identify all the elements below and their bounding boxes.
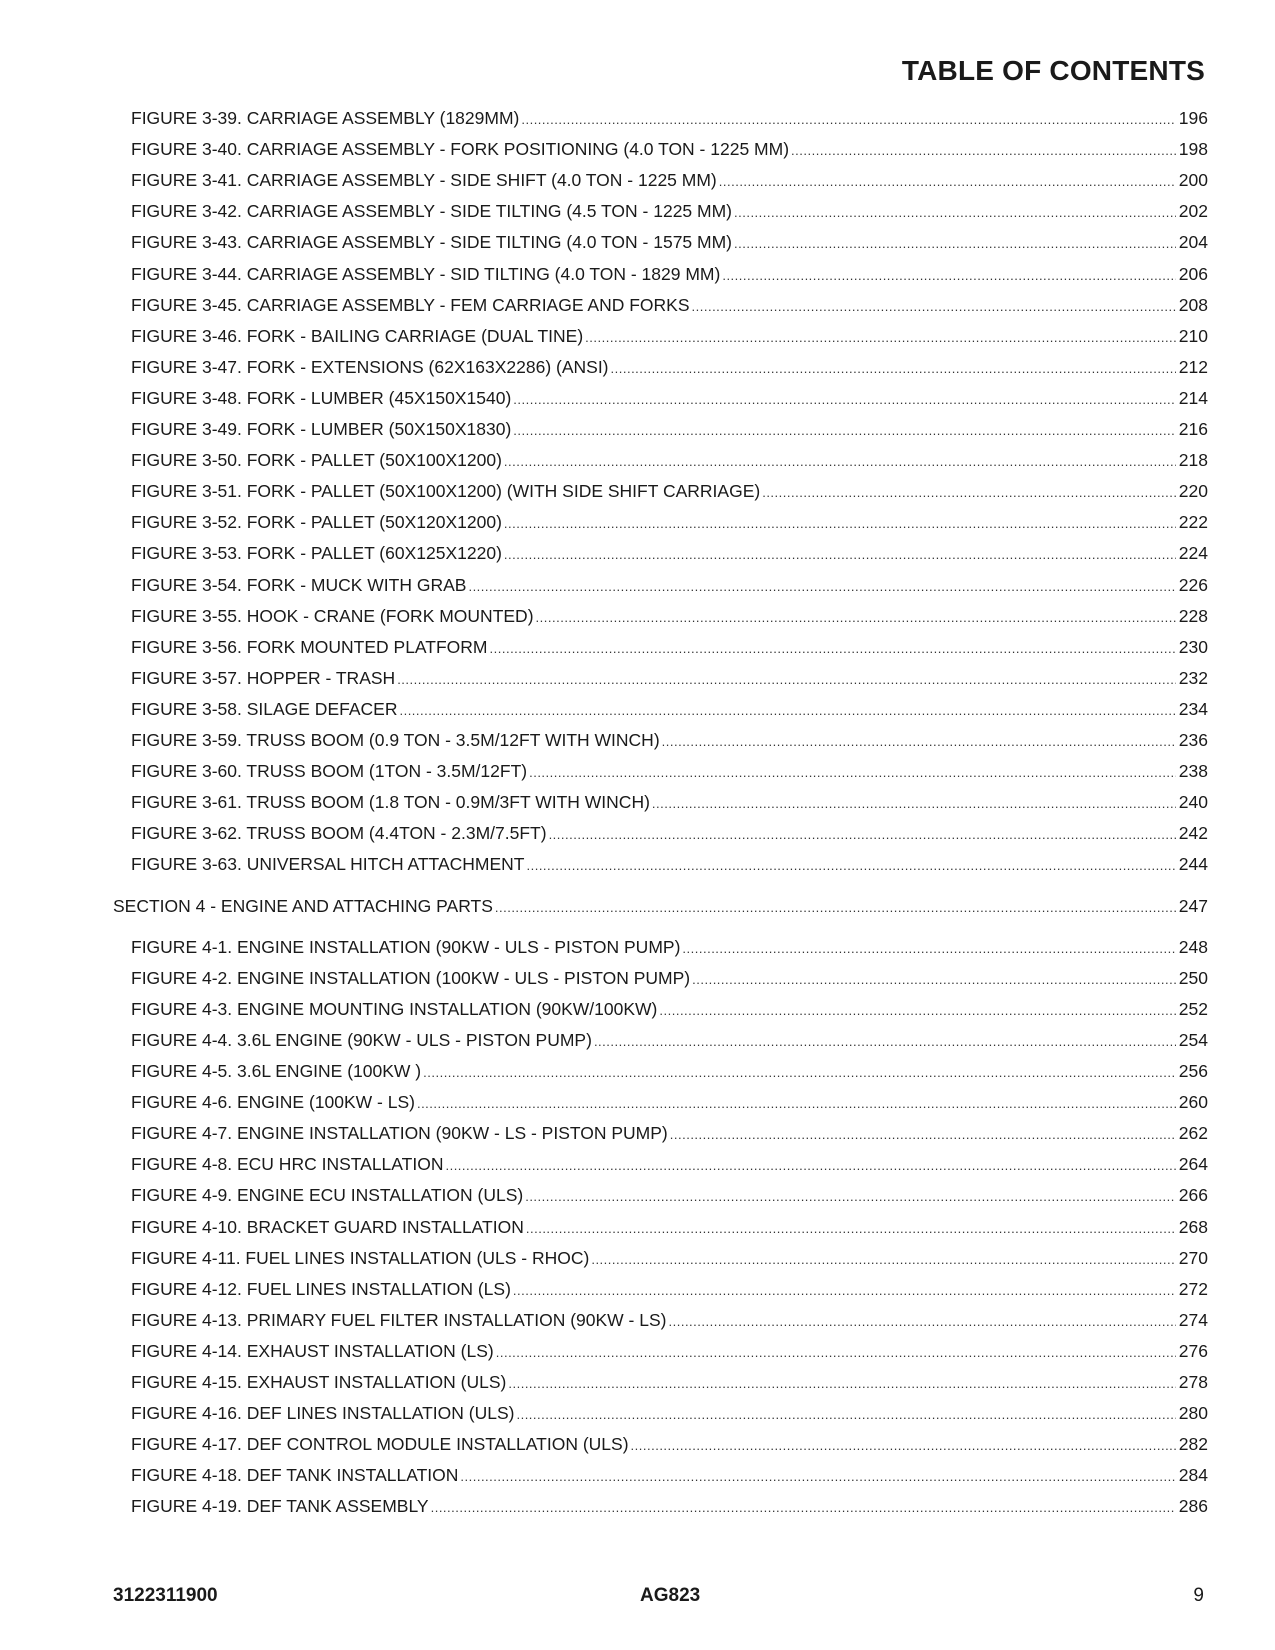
toc-entry-label: FIGURE 3-61. TRUSS BOOM (1.8 TON - 0.9M/3FT WITH WINCH) <box>131 792 650 813</box>
toc-figure-entry[interactable] <box>131 387 1208 409</box>
dot-leader <box>682 938 1175 958</box>
toc-entry-page: 266 <box>1178 1185 1208 1206</box>
dot-leader <box>526 1218 1176 1238</box>
toc-entry-label: FIGURE 4-15. EXHAUST INSTALLATION (ULS) <box>131 1372 507 1392</box>
toc-entry-page: 250 <box>1178 967 1208 988</box>
toc-figure-entry[interactable] <box>131 1029 1208 1051</box>
toc-entry-label: FIGURE 3-48. FORK - LUMBER (45X150X1540) <box>131 387 512 408</box>
toc-figure-entry[interactable] <box>131 822 1208 844</box>
toc-figure-entry[interactable] <box>131 1371 1208 1393</box>
dot-leader <box>536 607 1176 627</box>
toc-entry-label: FIGURE 3-57. HOPPER - TRASH <box>131 667 396 688</box>
toc-entry-label: FIGURE 3-47. FORK - EXTENSIONS (62X163X2286) (ANSI) <box>131 356 609 377</box>
toc-entry-page: 214 <box>1178 387 1208 408</box>
dot-leader <box>525 1186 1176 1206</box>
dot-leader <box>468 576 1175 596</box>
toc-entry-label: FIGURE 3-44. CARRIAGE ASSEMBLY - SID TILTING (4.0 TON - 1829 MM) <box>131 263 721 284</box>
toc-entry-page: 276 <box>1178 1340 1208 1361</box>
dot-leader <box>431 1497 1176 1517</box>
toc-entry-label: FIGURE 3-43. CARRIAGE ASSEMBLY - SIDE TILTING (4.0 TON - 1575 MM) <box>131 232 732 253</box>
dot-leader <box>504 513 1176 533</box>
toc-entry-page: 252 <box>1178 998 1208 1019</box>
toc-figure-entry[interactable] <box>131 356 1208 378</box>
toc-figure-entry[interactable] <box>131 418 1208 440</box>
dot-leader <box>460 1466 1175 1486</box>
toc-entry-label: FIGURE 4-8. ECU HRC INSTALLATION <box>131 1154 444 1175</box>
toc-entry-page: 210 <box>1178 325 1208 346</box>
toc-figure-entry[interactable] <box>131 1216 1208 1238</box>
toc-entry-label: FIGURE 3-59. TRUSS BOOM (0.9 TON - 3.5M/12FT WITH WINCH) <box>131 730 660 750</box>
dot-leader <box>508 1373 1175 1393</box>
dot-leader <box>670 1124 1176 1144</box>
toc-figure-entry[interactable] <box>131 1495 1208 1517</box>
toc-figure-entry[interactable] <box>131 511 1208 533</box>
dot-leader <box>516 1404 1175 1424</box>
toc-figure-entry[interactable] <box>131 325 1208 347</box>
toc-figure-entry[interactable] <box>131 760 1208 782</box>
footer-part-number: 3122311900 <box>113 1585 218 1606</box>
dot-leader <box>591 1249 1175 1269</box>
toc-entry-label: FIGURE 4-9. ENGINE ECU INSTALLATION (ULS) <box>131 1185 524 1206</box>
toc-figure-entry[interactable] <box>131 1278 1208 1300</box>
toc-entry-page: 228 <box>1178 605 1208 626</box>
toc-entry-page: 226 <box>1178 574 1208 595</box>
toc-entry-label: FIGURE 4-10. BRACKET GUARD INSTALLATION <box>131 1216 524 1237</box>
toc-entry-label: FIGURE 3-62. TRUSS BOOM (4.4TON - 2.3M/7.5FT) <box>131 823 547 844</box>
toc-figure-entry[interactable] <box>131 667 1208 689</box>
toc-entry-page: 202 <box>1178 201 1208 222</box>
toc-entry-page: 206 <box>1178 263 1208 284</box>
dot-leader <box>495 897 1176 917</box>
toc-entry-page: 224 <box>1178 543 1208 564</box>
toc-figure-entry[interactable] <box>131 1247 1208 1269</box>
toc-figure-entry[interactable] <box>131 480 1208 502</box>
toc-entry-page: 208 <box>1178 294 1208 315</box>
toc-entry-page: 284 <box>1178 1465 1208 1486</box>
dot-leader <box>791 140 1176 160</box>
toc-figure-entry[interactable] <box>131 200 1208 222</box>
toc-entry-page: 262 <box>1178 1123 1208 1144</box>
dot-leader <box>719 171 1176 191</box>
toc-entry-label: FIGURE 4-4. 3.6L ENGINE (90KW - ULS - PISTON PUMP) <box>131 1029 592 1050</box>
toc-entry-page: 222 <box>1178 512 1208 533</box>
dot-leader <box>631 1435 1176 1455</box>
toc-entry-page: 234 <box>1178 698 1208 719</box>
toc-figure-entry[interactable] <box>131 169 1208 191</box>
toc-entry-label: FIGURE 3-50. FORK - PALLET (50X100X1200) <box>131 450 502 471</box>
dot-leader <box>397 669 1176 689</box>
toc-figure-entry[interactable] <box>131 1309 1208 1331</box>
toc-figure-entry[interactable] <box>131 231 1208 253</box>
toc-entry-label: FIGURE 3-41. CARRIAGE ASSEMBLY - SIDE SHIFT (4.0 TON - 1225 MM) <box>131 170 717 191</box>
toc-figure-entry[interactable] <box>131 936 1208 958</box>
toc-figure-entry[interactable] <box>131 294 1208 316</box>
toc-figure-entry[interactable] <box>131 1464 1208 1486</box>
toc-entry-page: 270 <box>1178 1247 1208 1268</box>
toc-figure-entry[interactable] <box>131 1060 1208 1082</box>
dot-leader <box>692 296 1176 316</box>
toc-entry-page: 280 <box>1178 1403 1208 1424</box>
toc-section-entry[interactable] <box>113 895 1208 917</box>
dot-leader <box>692 969 1176 989</box>
dot-leader <box>423 1062 1176 1082</box>
toc-entry-label: FIGURE 4-3. ENGINE MOUNTING INSTALLATION (90KW/100KW) <box>131 998 658 1019</box>
toc-entry-label: FIGURE 4-1. ENGINE INSTALLATION (90KW - ULS - PISTON PUMP) <box>131 936 681 957</box>
dot-leader <box>652 793 1176 813</box>
toc-entry-label: FIGURE 3-42. CARRIAGE ASSEMBLY - SIDE TILTING (4.5 TON - 1225 MM) <box>131 201 732 222</box>
dot-leader <box>529 762 1176 782</box>
toc-entry-page: 272 <box>1178 1278 1208 1299</box>
toc-entry-label: FIGURE 4-2. ENGINE INSTALLATION (100KW - ULS - PISTON PUMP) <box>131 967 691 988</box>
toc-entry-label: FIGURE 3-45. CARRIAGE ASSEMBLY - FEM CARRIAGE AND FORKS <box>131 294 690 315</box>
toc-entry-label: FIGURE 3-46. FORK - BAILING CARRIAGE (DUAL TINE) <box>131 325 584 346</box>
toc-entry-page: 240 <box>1178 792 1208 813</box>
toc-entry-page: 260 <box>1178 1092 1208 1113</box>
dot-leader <box>513 420 1176 440</box>
toc-figure-entry[interactable] <box>131 542 1208 564</box>
toc-figure-entry[interactable] <box>131 853 1208 875</box>
dot-leader <box>662 731 1176 751</box>
toc-entry-page: 242 <box>1178 823 1208 844</box>
toc-entry-page: 247 <box>1178 895 1208 916</box>
toc-figure-entry[interactable] <box>131 998 1208 1020</box>
dot-leader <box>762 482 1176 502</box>
toc-entry-page: 232 <box>1178 667 1208 688</box>
dot-leader <box>504 544 1176 564</box>
toc-figure-entry[interactable] <box>131 1433 1208 1455</box>
toc-entry-label: FIGURE 3-53. FORK - PALLET (60X125X1220) <box>131 543 502 564</box>
toc-figure-entry[interactable] <box>131 263 1208 285</box>
dot-leader <box>722 265 1175 285</box>
toc-entry-label: FIGURE 3-63. UNIVERSAL HITCH ATTACHMENT <box>131 854 525 875</box>
toc-entry-page: 216 <box>1178 419 1208 439</box>
toc-entry-label: FIGURE 3-40. CARRIAGE ASSEMBLY - FORK POSITIONING (4.0 TON - 1225 MM) <box>131 139 790 160</box>
toc-entry-page: 254 <box>1178 1029 1208 1050</box>
toc-entry-page: 198 <box>1178 139 1208 160</box>
toc-figure-entry[interactable] <box>131 636 1208 658</box>
dot-leader <box>513 389 1176 409</box>
toc-entry-page: 218 <box>1178 450 1208 471</box>
toc-entry-page: 196 <box>1178 108 1208 128</box>
toc-entry-page: 282 <box>1178 1434 1208 1455</box>
toc-entry-label: FIGURE 3-58. SILAGE DEFACER <box>131 698 398 719</box>
toc-figure-entry[interactable] <box>131 1340 1208 1362</box>
toc-entry-label: FIGURE 4-13. PRIMARY FUEL FILTER INSTALLATION (90KW - LS) <box>131 1309 667 1330</box>
toc-entry-label: FIGURE 3-60. TRUSS BOOM (1TON - 3.5M/12FT) <box>131 761 528 782</box>
toc-entry-label: FIGURE 3-49. FORK - LUMBER (50X150X1830) <box>131 419 512 439</box>
toc-entry-label: FIGURE 4-12. FUEL LINES INSTALLATION (LS) <box>131 1278 511 1299</box>
toc-figure-entry[interactable] <box>131 1091 1208 1113</box>
toc-entry-page: 204 <box>1178 232 1208 253</box>
toc-entry-page: 238 <box>1178 761 1208 782</box>
toc-figure-entry[interactable] <box>131 1122 1208 1144</box>
dot-leader <box>585 327 1176 347</box>
toc-figure-entry[interactable] <box>131 138 1208 160</box>
dot-leader <box>734 202 1176 222</box>
toc-entry-page: 278 <box>1178 1372 1208 1392</box>
toc-figure-entry[interactable] <box>131 449 1208 471</box>
toc-figure-entry[interactable] <box>131 729 1208 751</box>
dot-leader <box>549 824 1176 844</box>
toc-entry-page: 220 <box>1178 481 1208 502</box>
toc-entry-label: FIGURE 3-54. FORK - MUCK WITH GRAB <box>131 574 467 595</box>
toc-entry-page: 212 <box>1178 356 1208 377</box>
toc-entry-label: FIGURE 3-52. FORK - PALLET (50X120X1200) <box>131 512 502 533</box>
toc-figure-entry[interactable] <box>131 574 1208 596</box>
dot-leader <box>594 1031 1176 1051</box>
dot-leader <box>734 233 1176 253</box>
toc-figure-entry[interactable] <box>131 1153 1208 1175</box>
toc-entry-page: 256 <box>1178 1061 1208 1081</box>
dot-leader <box>490 638 1176 658</box>
footer-model: AG823 <box>640 1585 701 1606</box>
dot-leader <box>659 1000 1175 1020</box>
toc-entry-label: FIGURE 3-55. HOOK - CRANE (FORK MOUNTED) <box>131 605 534 626</box>
footer-page-number: 9 <box>1193 1585 1204 1606</box>
toc-entry-label: FIGURE 4-5. 3.6L ENGINE (100KW ) <box>131 1061 422 1081</box>
toc-entry-page: 274 <box>1178 1309 1208 1330</box>
toc-entry-page: 236 <box>1178 730 1208 750</box>
toc-entry-label: SECTION 4 - ENGINE AND ATTACHING PARTS <box>113 895 493 916</box>
toc-entry-label: FIGURE 4-11. FUEL LINES INSTALLATION (ULS - RHOC) <box>131 1247 590 1268</box>
toc-entry-page: 230 <box>1178 636 1208 657</box>
toc-entry-label: FIGURE 4-7. ENGINE INSTALLATION (90KW - LS - PISTON PUMP) <box>131 1123 668 1144</box>
toc-figure-entry[interactable] <box>131 791 1208 813</box>
toc-figure-entry[interactable] <box>131 1184 1208 1206</box>
toc-entry-label: FIGURE 4-18. DEF TANK INSTALLATION <box>131 1465 459 1486</box>
dot-leader <box>417 1093 1176 1113</box>
toc-entry-page: 244 <box>1178 854 1208 875</box>
toc-figure-entry[interactable] <box>131 1402 1208 1424</box>
toc-entry-label: FIGURE 4-19. DEF TANK ASSEMBLY <box>131 1496 429 1517</box>
toc-entry-label: FIGURE 4-6. ENGINE (100KW - LS) <box>131 1092 415 1113</box>
page-title: TABLE OF CONTENTS <box>901 55 1205 86</box>
toc-figure-entry[interactable] <box>131 605 1208 627</box>
toc-figure-entry[interactable] <box>131 107 1208 129</box>
toc-entry-label: FIGURE 4-17. DEF CONTROL MODULE INSTALLATION (ULS) <box>131 1434 629 1455</box>
toc-entry-label: FIGURE 3-39. CARRIAGE ASSEMBLY (1829MM) <box>131 108 520 128</box>
dot-leader <box>513 1280 1176 1300</box>
toc-entry-label: FIGURE 3-56. FORK MOUNTED PLATFORM <box>131 636 488 657</box>
dot-leader <box>521 109 1175 129</box>
toc-entry-label: FIGURE 3-51. FORK - PALLET (50X100X1200) (WITH SIDE SHIFT CARRIAGE) <box>131 481 761 502</box>
toc-entry-page: 286 <box>1178 1496 1208 1517</box>
dot-leader <box>611 358 1176 378</box>
dot-leader <box>669 1311 1176 1331</box>
toc-entry-page: 268 <box>1178 1216 1208 1237</box>
toc-entry-label: FIGURE 4-14. EXHAUST INSTALLATION (LS) <box>131 1340 494 1361</box>
toc-entry-page: 264 <box>1178 1154 1208 1175</box>
toc-entry-page: 200 <box>1178 170 1208 191</box>
toc-figure-entry[interactable] <box>131 698 1208 720</box>
toc-figure-entry[interactable] <box>131 967 1208 989</box>
toc-entry-page: 248 <box>1178 936 1208 957</box>
dot-leader <box>526 855 1175 875</box>
dot-leader <box>399 700 1175 720</box>
dot-leader <box>445 1155 1175 1175</box>
toc-entry-label: FIGURE 4-16. DEF LINES INSTALLATION (ULS) <box>131 1403 515 1424</box>
dot-leader <box>504 451 1176 471</box>
dot-leader <box>496 1342 1176 1362</box>
